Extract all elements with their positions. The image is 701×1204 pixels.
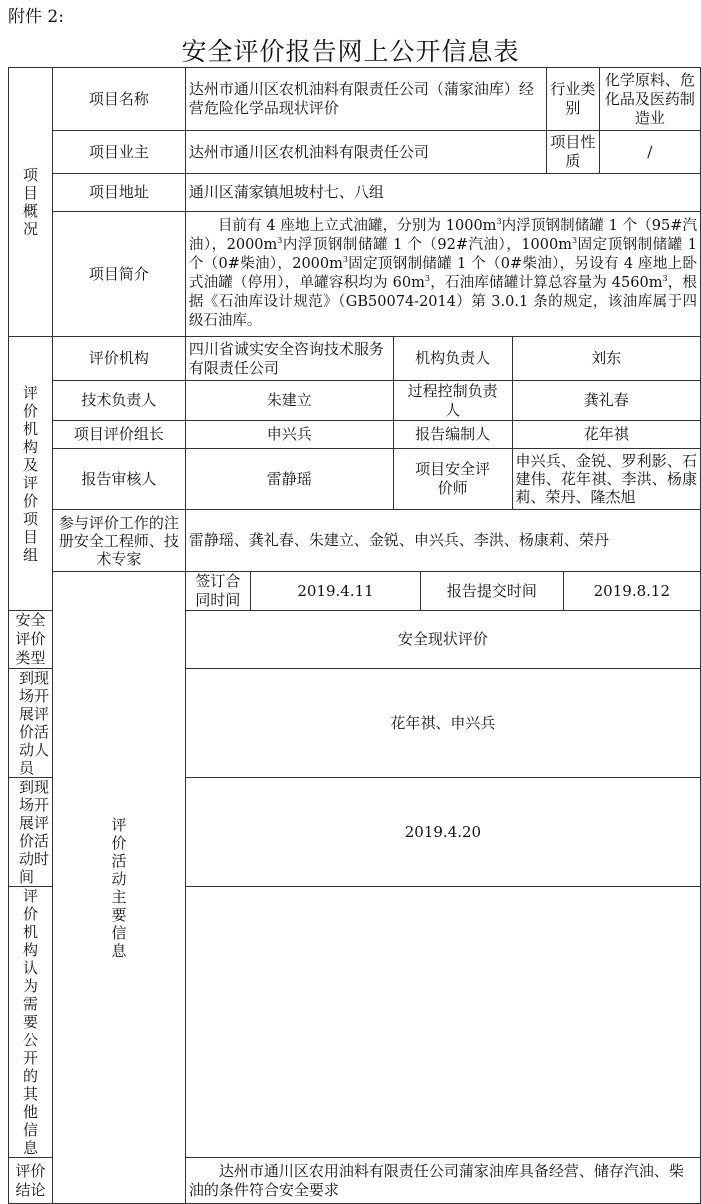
project-name-label: 项目名称 (53, 68, 186, 131)
intro-text-7: ，根据《石油库设计规范》（GB50074-2014）第 3.0.1 条的规定，该油库属于四级石油库。 (188, 275, 698, 329)
other-info-label: 评价机构认为需要公开的其他信息 (9, 887, 53, 1158)
intro-sup-2: 3 (277, 236, 283, 246)
evaluators-value: 申兴兵、金锐、罗利影、石建伟、花年祺、李洪、杨康莉、荣丹、隆杰旭 (512, 449, 700, 510)
nature-value: / (599, 131, 700, 174)
process-head-value: 龚礼春 (512, 381, 700, 421)
onsite-time-label: 到现场开展评价活动时间 (9, 778, 53, 887)
evaluators-label: 项目安全评价师 (393, 449, 512, 510)
info-table (8, 67, 701, 1204)
submit-time-value: 2019.8.12 (563, 572, 700, 611)
conclusion-value: 达州市通川区农用油料有限责任公司蒲家油库具备经营、储存汽油、柴油的条件符合安全要求 (185, 1158, 700, 1204)
intro-text-1: 目前有 4 座地上立式油罐，分别为 1000m (217, 218, 497, 234)
owner-label: 项目业主 (53, 131, 186, 174)
eval-type-label: 安全评价类型 (9, 611, 53, 669)
process-head-label: 过程控制负责人 (393, 381, 512, 421)
submit-time-label: 报告提交时间 (421, 572, 564, 611)
eval-type-value: 安全现状评价 (185, 611, 700, 669)
intro-text-3: 内浮顶钢制储罐 1 个（92#汽油），1000m (282, 237, 572, 253)
project-name-value: 达州市通川区农机油料有限责任公司（蒲家油库）经营危险化学品现状评价 (185, 68, 546, 131)
attachment-label: 附件 2: (8, 7, 64, 27)
reviewer-label: 报告审核人 (53, 449, 186, 510)
overview-section-label (9, 68, 53, 337)
org-head-value: 刘东 (512, 337, 700, 381)
address-label: 项目地址 (53, 174, 186, 212)
intro-text-4: 固定顶钢制储罐 1 个（0#柴油），2000m (188, 237, 697, 272)
intro-sup-5: 3 (424, 274, 430, 284)
intro-text-5: 固定顶钢制储罐 1 个（0#柴油），另设有 4 座地上卧式油罐（停用），单罐容积均为 60m (188, 256, 698, 291)
intro-text-6: ，石油库储罐计算总容量为 4560m (429, 275, 663, 291)
onsite-staff-value: 花年祺、申兴兵 (185, 669, 700, 778)
intro-label: 项目简介 (53, 212, 186, 337)
team-leader-value: 申兴兵 (185, 421, 393, 449)
team-leader-label: 项目评价组长 (53, 421, 186, 449)
nature-label: 项目性质 (547, 131, 600, 174)
contract-time-label: 签订合同时间 (185, 572, 250, 611)
agency-section-label (9, 337, 53, 611)
industry-label: 行业类别 (547, 68, 600, 131)
reviewer-value: 雷静瑶 (185, 449, 393, 510)
overview-section-text: 项目概况 (23, 166, 39, 238)
intro-value (185, 212, 700, 337)
org-value: 四川省诚实安全咨询技术服务有限责任公司 (185, 337, 393, 381)
intro-sup-4: 3 (342, 255, 348, 265)
agency-section-text: 评价机构及评价项目组 (23, 383, 39, 564)
org-head-label: 机构负责人 (393, 337, 512, 381)
onsite-time-value: 2019.4.20 (185, 778, 700, 887)
intro-sup-6: 3 (662, 274, 668, 284)
experts-value: 雷静瑶、龚礼春、朱建立、金锐、申兴兵、李洪、杨康莉、荣丹 (185, 510, 700, 572)
tech-head-label: 技术负责人 (53, 381, 186, 421)
compiler-value: 花年祺 (512, 421, 700, 449)
onsite-staff-label: 到现场开展评价活动人员 (9, 669, 53, 778)
compiler-label: 报告编制人 (393, 421, 512, 449)
tech-head-value: 朱建立 (185, 381, 393, 421)
activity-section-label (53, 572, 186, 1204)
document-title: 安全评价报告网上公开信息表 (181, 37, 520, 66)
intro-text-2: 内浮顶钢制储罐 1 个（95#汽油），2000m (188, 218, 698, 253)
experts-label: 参与评价工作的注册安全工程师、技术专家 (53, 510, 186, 572)
org-label: 评价机构 (53, 337, 186, 381)
activity-section-text: 评价活动主要信息 (111, 815, 127, 960)
intro-sup-3: 3 (571, 236, 578, 246)
industry-value: 化学原料、危化品及医药制造业 (599, 68, 700, 131)
conclusion-label: 评价结论 (9, 1158, 53, 1204)
intro-sup-1: 3 (496, 217, 502, 227)
contract-time-value: 2019.4.11 (251, 572, 421, 611)
address-value: 通川区蒲家镇旭坡村七、八组 (185, 174, 700, 212)
other-info-value (185, 887, 700, 1158)
owner-value: 达州市通川区农机油料有限责任公司 (185, 131, 546, 174)
